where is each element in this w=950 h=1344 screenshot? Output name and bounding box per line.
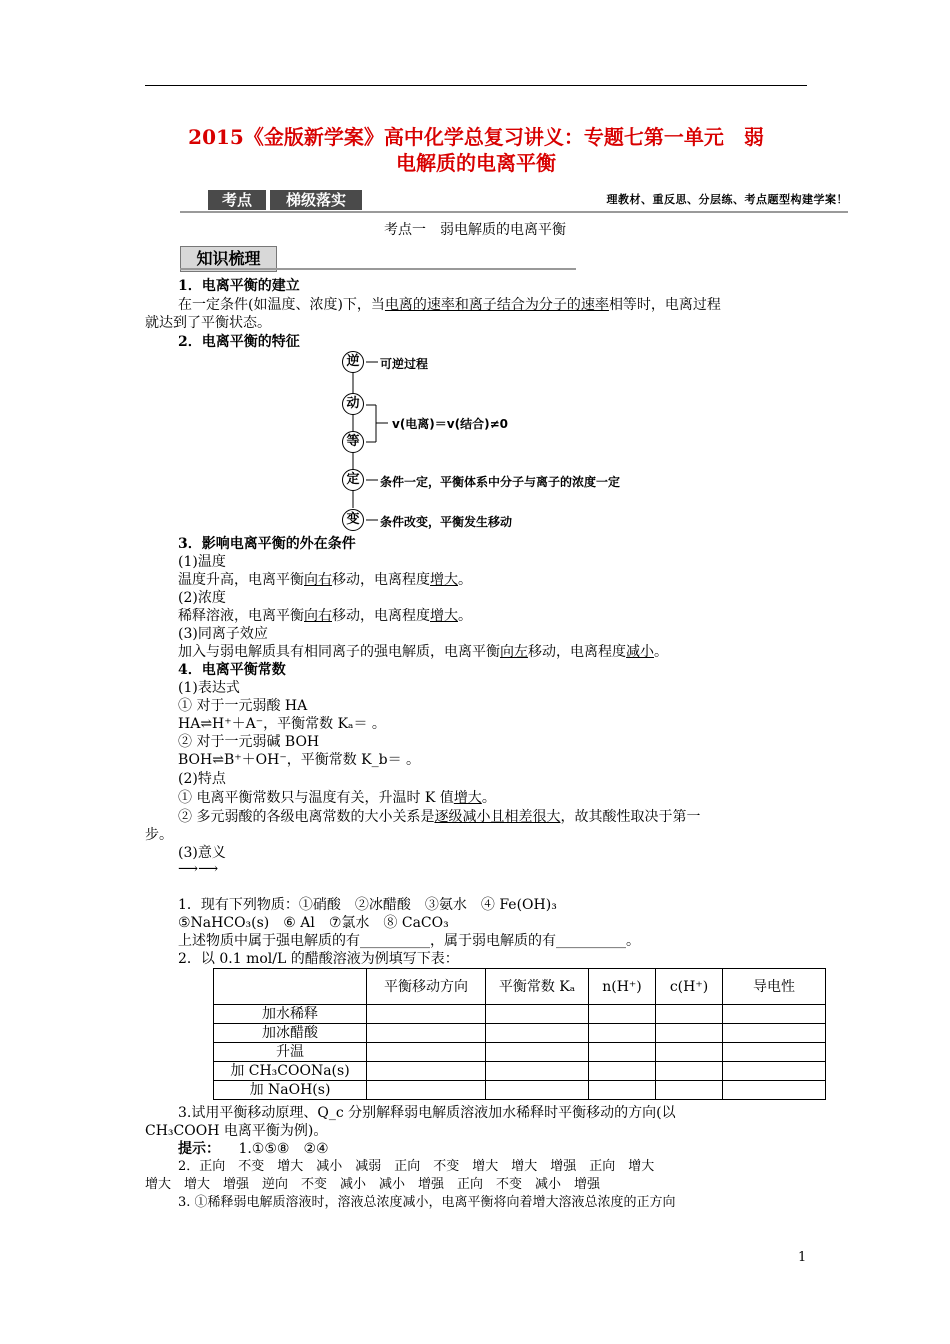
s4-p3: HA⇌H⁺＋A⁻，平衡常数 Kₐ＝ 。 — [178, 716, 386, 732]
node-ding: 定 — [342, 469, 364, 491]
top-rule — [145, 85, 807, 86]
s4-p8: ② 多元弱酸的各级电离常数的大小关系是逐级减小且相差很大，故其酸性取决于第一 — [178, 809, 701, 825]
s1-line2: 就达到了平衡状态。 — [145, 315, 271, 331]
s4-p7: ① 电离平衡常数只与温度有关，升温时 K 值增大。 — [178, 790, 496, 806]
table-row — [214, 1062, 826, 1081]
hint-label: 提示： — [178, 1141, 220, 1157]
node-dong: 动 — [342, 393, 364, 415]
page-number: 1 — [798, 1250, 807, 1265]
hint-answer-1: 1.①⑤⑧ ②④ — [238, 1141, 329, 1157]
knowledge-box: 知识梳理 — [180, 246, 277, 272]
banner-slogan: 理教材、重反思、分层练、考点题型构建学案！ — [606, 193, 848, 206]
banner-tab-tiji: 梯级落实 — [270, 190, 362, 210]
table-header-cell: 平衡移动方向 — [367, 969, 486, 1005]
ionization-table — [213, 968, 826, 1100]
s3-temp-text: 温度升高，电离平衡向右移动，电离程度增大。 — [178, 572, 472, 588]
ex-q3-line2: CH₃COOH 电离平衡为例)。 — [145, 1123, 328, 1139]
s4-p4: ② 对于一元弱碱 BOH — [178, 734, 320, 750]
ex-q3-line1: 3.试用平衡移动原理、Q_c 分别解释弱电解质溶液加水稀释时平衡移动的方向(以 — [178, 1105, 676, 1121]
s1-line1: 在一定条件(如温度、浓度)下，当电离的速率和离子结合为分子的速率相等时，电离过程 — [178, 297, 721, 313]
s4-p5: BOH⇌B⁺＋OH⁻，平衡常数 K_b＝ 。 — [178, 752, 421, 768]
s4-p9: 步。 — [145, 827, 173, 843]
table-row-label: 加 CH₃COONa(s) — [214, 1062, 367, 1081]
hint-answer-2-line1: 2．正向 不变 增大 减小 减弱 正向 不变 增大 增大 增强 正向 增大 — [178, 1159, 655, 1174]
knowledge-rule — [180, 268, 576, 270]
table-row — [214, 1024, 826, 1043]
node-bian: 变 — [342, 509, 364, 531]
ex-q1-line2: ⑤NaHCO₃(s) ⑥ Al ⑦氯水 ⑧ CaCO₃ — [178, 915, 449, 931]
s3-common-ion: (3)同离子效应 — [178, 626, 268, 642]
doc-title-line2: 电解质的电离平衡 — [396, 151, 556, 175]
section-banner — [180, 190, 848, 212]
desc-ding: 条件一定，平衡体系中分子与离子的浓度一定 — [380, 475, 621, 489]
ex-q1-line3: 上述物质中属于强电解质的有__________，属于弱电解质的有__________。 — [178, 933, 640, 949]
s4-p2: ① 对于一元弱酸 HA — [178, 698, 308, 714]
table-row-label: 加冰醋酸 — [214, 1024, 367, 1043]
s4-heading: 4．电离平衡常数 — [178, 662, 286, 678]
desc-ni: 可逆过程 — [380, 357, 429, 371]
s4-p10: (3)意义 — [178, 845, 226, 861]
hint-line — [178, 1140, 329, 1158]
ex-q1-line1: 1．现有下列物质：①硝酸 ②冰醋酸 ③氨水 ④ Fe(OH)₃ — [178, 897, 557, 913]
node-deng: 等 — [342, 431, 364, 453]
s4-p1: (1)表达式 — [178, 680, 240, 696]
desc-bian: 条件改变，平衡发生移动 — [380, 515, 513, 529]
s3-heading: 3．影响电离平衡的外在条件 — [178, 536, 356, 552]
equilibrium-diagram — [340, 350, 660, 535]
table-row-label: 加水稀释 — [214, 1005, 367, 1024]
table-row-label: 升温 — [214, 1043, 367, 1062]
hint-answer-2-line2: 增大 增大 增强 逆向 不变 减小 减小 增强 正向 不变 减小 增强 — [145, 1177, 601, 1192]
banner-rule — [180, 211, 848, 213]
s3-conc-text: 稀释溶液，电离平衡向右移动，电离程度增大。 — [178, 608, 472, 624]
banner-tab-kaodian: 考点 — [208, 190, 266, 210]
table-row — [214, 1043, 826, 1062]
node-ni: 逆 — [342, 351, 364, 373]
diagram-lines — [340, 350, 660, 535]
table-row-label: 加 NaOH(s) — [214, 1081, 367, 1100]
kaodian-heading: 考点一 弱电解质的电离平衡 — [384, 222, 566, 238]
s3-conc: (2)浓度 — [178, 590, 226, 606]
ex-q2: 2．以 0.1 mol/L 的醋酸溶液为例填写下表： — [178, 951, 459, 967]
table-header-cell: n(H⁺) — [589, 969, 656, 1005]
table-header-cell: 平衡常数 Kₐ — [486, 969, 589, 1005]
table-header-cell — [214, 969, 367, 1005]
table-row — [214, 1005, 826, 1024]
s3-common-ion-text: 加入与弱电解质具有相同离子的强电解质，电离平衡向左移动，电离程度减小。 — [178, 644, 668, 660]
s4-p11: ⟶⟶ — [178, 861, 219, 877]
table-row — [214, 1081, 826, 1100]
s2-heading: 2．电离平衡的特征 — [178, 334, 300, 350]
table-header-row — [214, 969, 826, 1005]
table-header-cell: 导电性 — [723, 969, 826, 1005]
s1-heading: 1．电离平衡的建立 — [178, 278, 300, 294]
table-header-cell: c(H⁺) — [656, 969, 723, 1005]
doc-title-line1: 2015《金版新学案》高中化学总复习讲义：专题七第一单元 弱 — [188, 125, 764, 149]
hint-answer-3: 3. ①稀释弱电解质溶液时，溶液总浓度减小，电离平衡将向着增大溶液总浓度的正方向 — [178, 1195, 676, 1210]
desc-dong-deng: v(电离)＝v(结合)≠0 — [392, 417, 508, 431]
s4-p6: (2)特点 — [178, 771, 226, 787]
s3-temp: (1)温度 — [178, 554, 226, 570]
